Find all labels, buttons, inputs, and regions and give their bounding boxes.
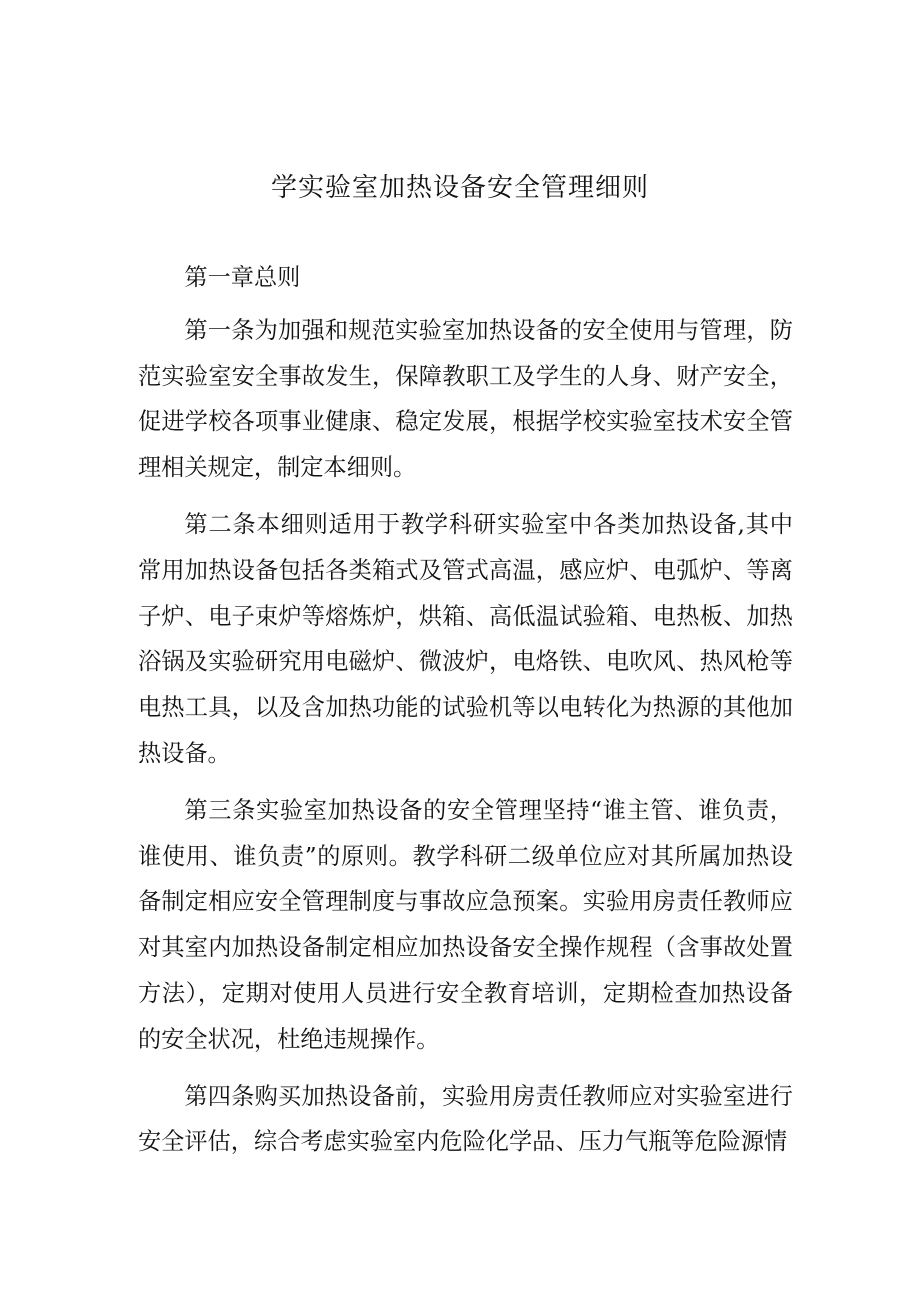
document-body xyxy=(138,255,793,1165)
article-4: 第四条购买加热设备前，实验用房责任教师应对实验室进行安全评估，综合考虑实验室内危险化学品、压力气瓶等危险源情 xyxy=(138,1082,793,1156)
article-3: 第三条实验室加热设备的安全管理坚持“谁主管、谁负责，谁使用、谁负责”的原则。教学科研二级单位应对其所属加热设备制定相应安全管理制度与事故应急预案。实验用房责任教师应对其室内加热设备制定相应加热设备安全操作规程（含事故处置方法），定期对使用人员进行安全教育培训，定期检查加热设备的安全状况，杜绝违规操作。 xyxy=(138,796,793,1053)
document-title: 学实验室加热设备安全管理细则 xyxy=(270,173,649,203)
article-1: 第一条为加强和规范实验室加热设备的安全使用与管理，防范实验室安全事故发生，保障教职工及学生的人身、财产安全，促进学校各项事业健康、稳定发展，根据学校实验室技术安全管理相关规定，制定本细则。 xyxy=(138,316,793,482)
chapter-heading: 第一章总则 xyxy=(184,264,301,291)
article-2: 第二条本细则适用于教学科研实验室中各类加热设备,其中常用加热设备包括各类箱式及管式高温，感应炉、电弧炉、等离子炉、电子束炉等熔炼炉，烘箱、高低温试验箱、电热板、加热浴锅及实验研究用电磁炉、微波炉，电烙铁、电吹风、热风枪等电热工具，以及含加热功能的试验机等以电转化为热源的其他加热设备。 xyxy=(138,510,793,767)
